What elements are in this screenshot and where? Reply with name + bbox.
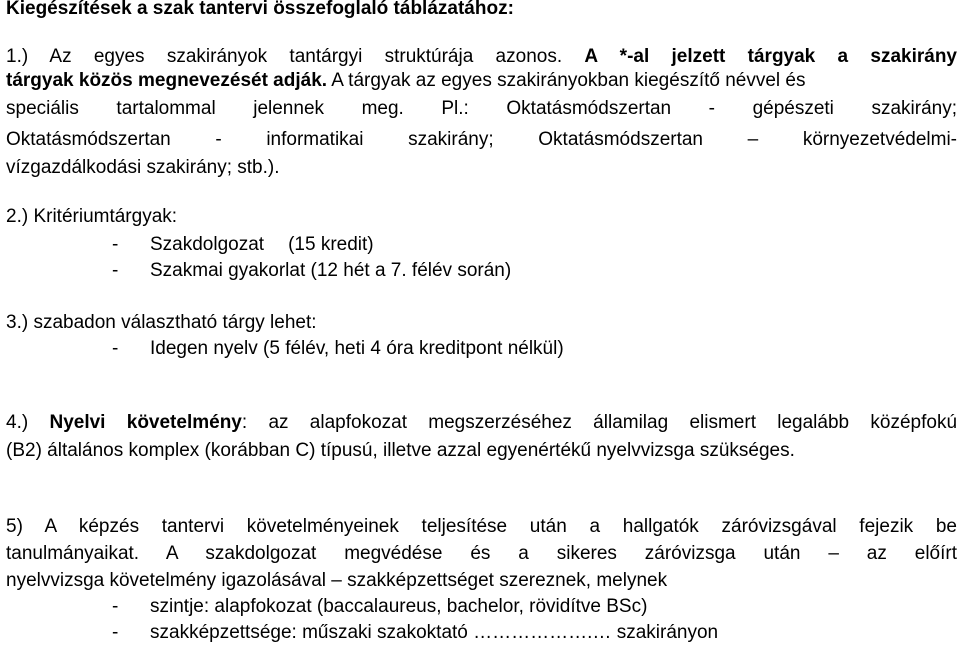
- s2-list-item: - Szakmai gyakorlat (12 hét a 7. félév során): [112, 260, 512, 281]
- s5-list-item: - szintje: alapfokozat (baccalaureus, bachelor, rövidítve BSc): [112, 596, 648, 617]
- s1-line5: vízgazdálkodási szakirány; stb.).: [6, 157, 280, 178]
- s2-list-item: - Szakdolgozat (15 kredit): [112, 234, 374, 255]
- s5-line2: tanulmányaikat. A szakdolgozat megvédése és a sikeres záróvizsga után – az előírt: [6, 543, 957, 564]
- s5-line1: 5) A képzés tantervi követelményeinek teljesítése után a hallgatók záróvizsgával fejezik be: [6, 516, 957, 537]
- s1-line1: 1.) Az egyes szakirányok tantárgyi struktúrája azonos. A *-al jelzett tárgyak a szakirány: [6, 46, 957, 67]
- heading: Kiegészítések a szak tantervi összefoglaló táblázatához:: [6, 0, 514, 19]
- s3-list-item: - Idegen nyelv (5 félév, heti 4 óra kreditpont nélkül): [112, 338, 564, 359]
- s2-title: 2.) Kritériumtárgyak:: [6, 206, 178, 227]
- s1-line2: tárgyak közös megnevezését adják. A tárgyak az egyes szakirányokban kiegészítő névvel és: [6, 70, 806, 91]
- s5-list-item: - szakképzettsége: műszaki szakoktató ……………….… szakirányon: [112, 622, 719, 643]
- s4-line1: 4.) Nyelvi követelmény: az alapfokozat megszerzéséhez államilag elismert legalább középfokú: [6, 412, 958, 433]
- s4-line2: (B2) általános komplex (korábban C) típusú, illetve azzal egyenértékű nyelvvizsga szükséges.: [6, 440, 795, 461]
- s1-line3: speciális tartalommal jelennek meg. Pl.: Oktatásmódszertan - gépészeti szakirány;: [6, 98, 957, 119]
- s1-line4: Oktatásmódszertan - informatikai szakirány; Oktatásmódszertan – környezetvédelmi-: [6, 129, 957, 150]
- s3-title: 3.) szabadon választható tárgy lehet:: [6, 312, 317, 333]
- s5-line3: nyelvvizsga követelmény igazolásával – szakképzettséget szereznek, melynek: [6, 570, 668, 591]
